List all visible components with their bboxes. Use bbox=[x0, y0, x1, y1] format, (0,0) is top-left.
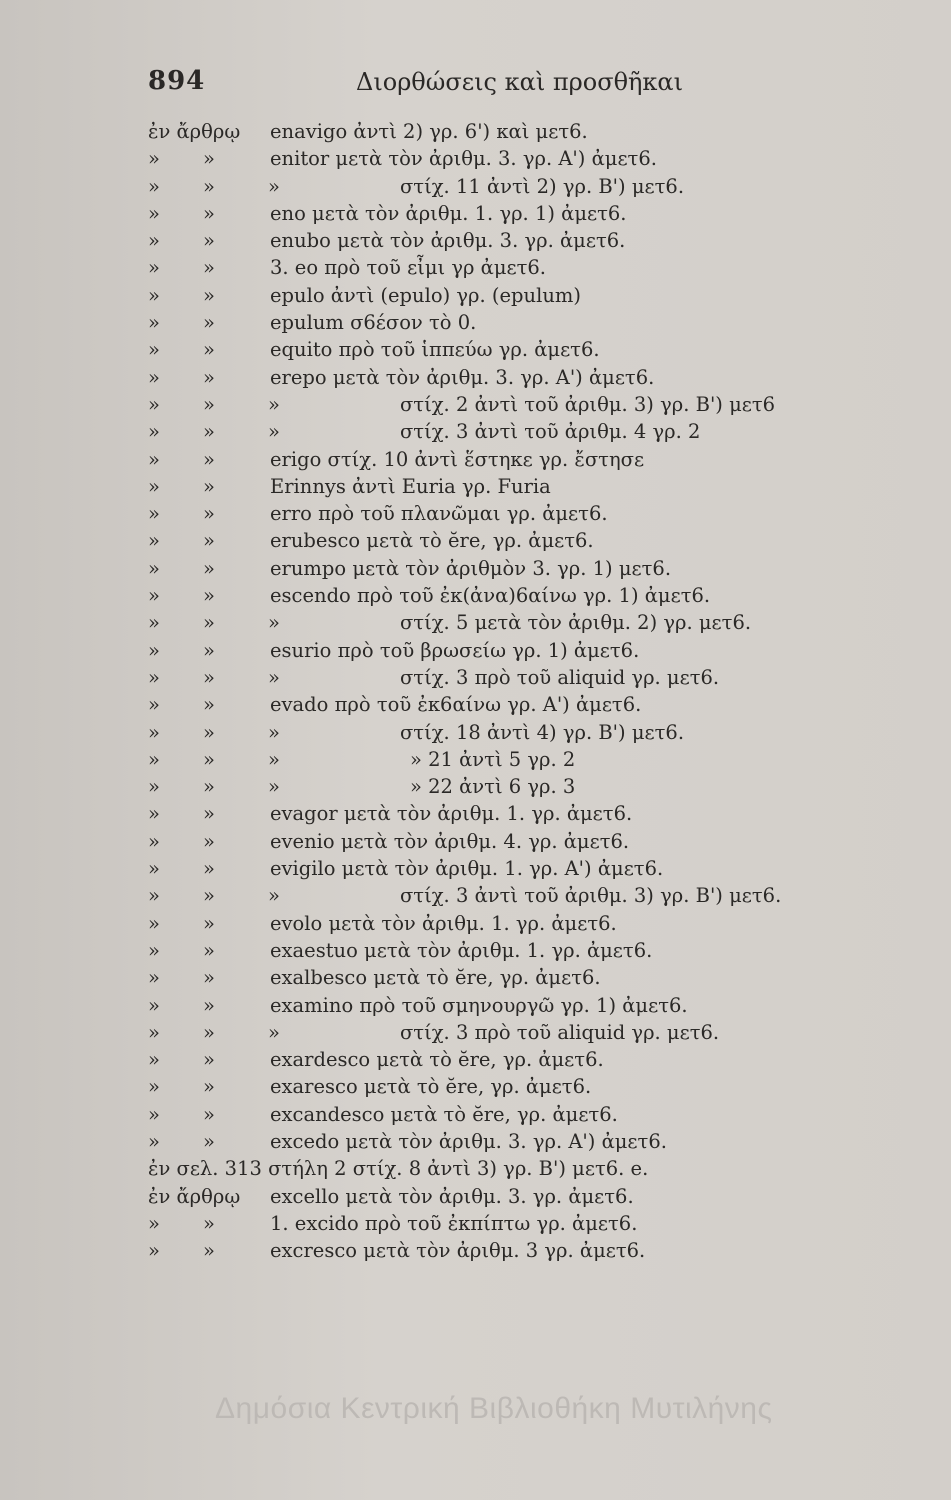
correction-line bbox=[148, 1183, 788, 1210]
line-prefix: » bbox=[148, 884, 160, 908]
line-prefix: » bbox=[148, 1075, 160, 1099]
ditto-mark: » bbox=[203, 665, 215, 689]
line-prefix: » bbox=[148, 638, 160, 662]
correction-line bbox=[148, 391, 788, 418]
line-prefix: » bbox=[148, 966, 160, 990]
page-number: 894 bbox=[148, 66, 206, 96]
correction-line bbox=[148, 227, 788, 254]
ditto-mark: » bbox=[203, 1129, 215, 1153]
line-text: exalbesco μετὰ τὸ ĕre, γρ. ἀμετ6. bbox=[270, 966, 601, 990]
line-text: στίχ. 3 πρὸ τοῦ aliquid γρ. μετ6. bbox=[400, 1020, 720, 1044]
corrections-list bbox=[148, 118, 788, 1264]
ditto-mark: » bbox=[203, 1239, 215, 1263]
correction-line bbox=[148, 937, 788, 964]
line-prefix: » bbox=[148, 502, 160, 526]
ditto-mark: » bbox=[203, 392, 215, 416]
correction-line bbox=[148, 1128, 788, 1155]
ditto-mark: » bbox=[203, 502, 215, 526]
ditto-mark: » bbox=[268, 775, 280, 799]
ditto-mark: » bbox=[268, 884, 280, 908]
line-text: evigilo μετὰ τὸν ἀριθμ. 1. γρ. A') ἀμετ6. bbox=[270, 857, 664, 881]
ditto-mark: » bbox=[203, 884, 215, 908]
correction-line bbox=[148, 773, 788, 800]
line-text: exaresco μετὰ τὸ ĕre, γρ. ἀμετ6. bbox=[270, 1075, 592, 1099]
line-prefix: » bbox=[148, 1211, 160, 1235]
ditto-mark: » bbox=[203, 857, 215, 881]
line-text: exaestuo μετὰ τὸν ἀριθμ. 1. γρ. ἀμετ6. bbox=[270, 938, 653, 962]
correction-line bbox=[148, 200, 788, 227]
ditto-mark: » bbox=[203, 720, 215, 744]
correction-line bbox=[148, 336, 788, 363]
ditto-mark: » bbox=[203, 311, 215, 335]
ditto-mark: » bbox=[203, 966, 215, 990]
line-prefix: » bbox=[148, 174, 160, 198]
line-prefix: » bbox=[148, 392, 160, 416]
line-prefix: » bbox=[148, 365, 160, 389]
line-text: στίχ. 3 ἀντὶ τοῦ ἀριθμ. 4 γρ. 2 bbox=[400, 420, 701, 444]
line-text: evagor μετὰ τὸν ἀριθμ. 1. γρ. ἀμετ6. bbox=[270, 802, 633, 826]
page-header bbox=[148, 66, 708, 106]
line-prefix: » bbox=[148, 338, 160, 362]
correction-line bbox=[148, 637, 788, 664]
ditto-mark: » bbox=[203, 584, 215, 608]
line-text: enubo μετὰ τὸν ἀριθμ. 3. γρ. ἀμετ6. bbox=[270, 229, 626, 253]
correction-line bbox=[148, 118, 788, 145]
line-text: erro πρὸ τοῦ πλανῶμαι γρ. ἀμετ6. bbox=[270, 502, 608, 526]
correction-line bbox=[148, 828, 788, 855]
ditto-mark: » bbox=[203, 1211, 215, 1235]
line-prefix: ἐν σελ. 313 στήλη 2 στίχ. 8 ἀντὶ 3) γρ. B') μετ6. e. bbox=[148, 1157, 649, 1181]
line-text: erepo μετὰ τὸν ἀριθμ. 3. γρ. A') ἀμετ6. bbox=[270, 365, 655, 389]
ditto-mark: » bbox=[203, 338, 215, 362]
correction-line bbox=[148, 145, 788, 172]
line-prefix: » bbox=[148, 229, 160, 253]
ditto-mark: » bbox=[203, 420, 215, 444]
ditto-mark: » bbox=[203, 201, 215, 225]
line-text: » 22 ἀντὶ 6 γρ. 3 bbox=[410, 775, 576, 799]
ditto-mark: » bbox=[203, 802, 215, 826]
ditto-mark: » bbox=[203, 556, 215, 580]
line-text: esurio πρὸ τοῦ βρωσείω γρ. 1) ἀμετ6. bbox=[270, 638, 640, 662]
line-text: epulum σ6έσον τὸ 0. bbox=[270, 311, 477, 335]
line-prefix: » bbox=[148, 829, 160, 853]
line-text: στίχ. 11 ἀντὶ 2) γρ. B') μετ6. bbox=[400, 174, 685, 198]
ditto-mark: » bbox=[203, 1102, 215, 1126]
line-prefix: » bbox=[148, 1129, 160, 1153]
correction-line bbox=[148, 992, 788, 1019]
line-prefix: » bbox=[148, 447, 160, 471]
line-text: 1. excido πρὸ τοῦ ἐκπίπτω γρ. ἀμετ6. bbox=[270, 1211, 638, 1235]
line-prefix: » bbox=[148, 474, 160, 498]
correction-line bbox=[148, 964, 788, 991]
line-text: στίχ. 2 ἀντὶ τοῦ ἀριθμ. 3) γρ. B') μετ6 bbox=[400, 392, 776, 416]
line-prefix: » bbox=[148, 911, 160, 935]
line-prefix: » bbox=[148, 147, 160, 171]
running-title: Διορθώσεις καὶ προσθῆκαι bbox=[356, 68, 684, 96]
line-prefix: » bbox=[148, 802, 160, 826]
ditto-mark: » bbox=[268, 420, 280, 444]
line-text: evolo μετὰ τὸν ἀριθμ. 1. γρ. ἀμετ6. bbox=[270, 911, 617, 935]
line-prefix: ἐν ἄρθρῳ bbox=[148, 120, 241, 143]
ditto-mark: » bbox=[203, 611, 215, 635]
correction-line bbox=[148, 1155, 788, 1182]
line-prefix: » bbox=[148, 584, 160, 608]
line-prefix: » bbox=[148, 747, 160, 771]
ditto-mark: » bbox=[203, 283, 215, 307]
correction-line bbox=[148, 582, 788, 609]
correction-line bbox=[148, 555, 788, 582]
ditto-mark: » bbox=[268, 747, 280, 771]
ditto-mark: » bbox=[203, 1048, 215, 1072]
line-text: examino πρὸ τοῦ σμηνουργῶ γρ. 1) ἀμετ6. bbox=[270, 993, 688, 1017]
line-prefix: » bbox=[148, 775, 160, 799]
ditto-mark: » bbox=[203, 474, 215, 498]
ditto-mark: » bbox=[203, 365, 215, 389]
correction-line bbox=[148, 1237, 788, 1264]
ditto-mark: » bbox=[203, 693, 215, 717]
line-text: excandesco μετὰ τὸ ĕre, γρ. ἀμετ6. bbox=[270, 1102, 618, 1126]
correction-line bbox=[148, 910, 788, 937]
line-text: escendo πρὸ τοῦ ἐκ(ἀνα)6αίνω γρ. 1) ἀμετ6. bbox=[270, 584, 711, 608]
correction-line bbox=[148, 418, 788, 445]
ditto-mark: » bbox=[268, 392, 280, 416]
ditto-mark: » bbox=[268, 1020, 280, 1044]
ditto-mark: » bbox=[203, 911, 215, 935]
ditto-mark: » bbox=[203, 638, 215, 662]
line-prefix: » bbox=[148, 1102, 160, 1126]
ditto-mark: » bbox=[203, 256, 215, 280]
correction-line bbox=[148, 691, 788, 718]
ditto-mark: » bbox=[203, 829, 215, 853]
correction-line bbox=[148, 609, 788, 636]
line-text: στίχ. 3 ἀντὶ τοῦ ἀριθμ. 3) γρ. B') μετ6. bbox=[400, 884, 782, 908]
line-text: erumpo μετὰ τὸν ἀριθμὸν 3. γρ. 1) μετ6. bbox=[270, 556, 672, 580]
line-prefix: » bbox=[148, 283, 160, 307]
correction-line bbox=[148, 254, 788, 281]
line-text: Erinnys ἀντὶ Euria γρ. Furia bbox=[270, 474, 551, 498]
line-text: erubesco μετὰ τὸ ĕre, γρ. ἀμετ6. bbox=[270, 529, 594, 553]
line-text: erigo στίχ. 10 ἀντὶ ἕστηκε γρ. ἔστησε bbox=[270, 447, 645, 471]
correction-line bbox=[148, 473, 788, 500]
line-prefix: » bbox=[148, 857, 160, 881]
correction-line bbox=[148, 309, 788, 336]
ditto-mark: » bbox=[203, 993, 215, 1017]
line-prefix: » bbox=[148, 1048, 160, 1072]
line-text: excresco μετὰ τὸν ἀριθμ. 3 γρ. ἀμετ6. bbox=[270, 1239, 646, 1263]
correction-line bbox=[148, 364, 788, 391]
line-text: eno μετὰ τὸν ἀριθμ. 1. γρ. 1) ἀμετ6. bbox=[270, 201, 627, 225]
line-text: στίχ. 3 πρὸ τοῦ aliquid γρ. μετ6. bbox=[400, 665, 720, 689]
line-prefix: » bbox=[148, 611, 160, 635]
correction-line bbox=[148, 282, 788, 309]
line-prefix: » bbox=[148, 529, 160, 553]
line-text: excello μετὰ τὸν ἀριθμ. 3. γρ. ἀμετ6. bbox=[270, 1184, 634, 1208]
line-prefix: » bbox=[148, 311, 160, 335]
line-prefix: » bbox=[148, 556, 160, 580]
correction-line bbox=[148, 500, 788, 527]
line-text: excedo μετὰ τὸν ἀριθμ. 3. γρ. A') ἀμετ6. bbox=[270, 1129, 667, 1153]
line-prefix: » bbox=[148, 993, 160, 1017]
line-text: epulo ἀντὶ (epulo) γρ. (epulum) bbox=[270, 283, 581, 307]
correction-line bbox=[148, 446, 788, 473]
line-prefix: » bbox=[148, 665, 160, 689]
ditto-mark: » bbox=[203, 747, 215, 771]
correction-line bbox=[148, 1046, 788, 1073]
line-prefix: » bbox=[148, 938, 160, 962]
correction-line bbox=[148, 1101, 788, 1128]
line-text: στίχ. 18 ἀντὶ 4) γρ. B') μετ6. bbox=[400, 720, 685, 744]
line-prefix: » bbox=[148, 201, 160, 225]
ditto-mark: » bbox=[203, 447, 215, 471]
ditto-mark: » bbox=[268, 665, 280, 689]
ditto-mark: » bbox=[203, 1075, 215, 1099]
line-text: enavigo ἀντὶ 2) γρ. 6') καὶ μετ6. bbox=[270, 120, 588, 143]
ditto-mark: » bbox=[203, 938, 215, 962]
line-text: equito πρὸ τοῦ ἱππεύω γρ. ἀμετ6. bbox=[270, 338, 600, 362]
library-watermark: Δημόσια Κεντρική Βιβλιοθήκη Μυτιλήνης bbox=[215, 1392, 773, 1425]
correction-line bbox=[148, 527, 788, 554]
line-prefix: ἐν ἄρθρῳ bbox=[148, 1184, 241, 1208]
correction-line bbox=[148, 1073, 788, 1100]
line-text: » 21 ἀντὶ 5 γρ. 2 bbox=[410, 747, 576, 771]
line-prefix: » bbox=[148, 256, 160, 280]
line-prefix: » bbox=[148, 1020, 160, 1044]
correction-line bbox=[148, 1019, 788, 1046]
ditto-mark: » bbox=[268, 611, 280, 635]
ditto-mark: » bbox=[203, 174, 215, 198]
correction-line bbox=[148, 882, 788, 909]
line-text: evado πρὸ τοῦ ἐκ6αίνω γρ. A') ἀμετ6. bbox=[270, 693, 642, 717]
line-prefix: » bbox=[148, 420, 160, 444]
correction-line bbox=[148, 1210, 788, 1237]
ditto-mark: » bbox=[268, 720, 280, 744]
line-text: exardesco μετὰ τὸ ĕre, γρ. ἀμετ6. bbox=[270, 1048, 604, 1072]
correction-line bbox=[148, 664, 788, 691]
line-prefix: » bbox=[148, 693, 160, 717]
ditto-mark: » bbox=[268, 174, 280, 198]
line-text: enitor μετὰ τὸν ἀριθμ. 3. γρ. A') ἀμετ6. bbox=[270, 147, 657, 171]
ditto-mark: » bbox=[203, 1020, 215, 1044]
ditto-mark: » bbox=[203, 775, 215, 799]
correction-line bbox=[148, 173, 788, 200]
line-text: evenio μετὰ τὸν ἀριθμ. 4. γρ. ἀμετ6. bbox=[270, 829, 630, 853]
correction-line bbox=[148, 719, 788, 746]
correction-line bbox=[148, 855, 788, 882]
line-text: στίχ. 5 μετὰ τὸν ἀριθμ. 2) γρ. μετ6. bbox=[400, 611, 752, 635]
correction-line bbox=[148, 800, 788, 827]
line-prefix: » bbox=[148, 720, 160, 744]
ditto-mark: » bbox=[203, 529, 215, 553]
correction-line bbox=[148, 746, 788, 773]
ditto-mark: » bbox=[203, 147, 215, 171]
ditto-mark: » bbox=[203, 229, 215, 253]
line-prefix: » bbox=[148, 1239, 160, 1263]
line-text: 3. eo πρὸ τοῦ εἶμι γρ ἀμετ6. bbox=[270, 256, 546, 280]
